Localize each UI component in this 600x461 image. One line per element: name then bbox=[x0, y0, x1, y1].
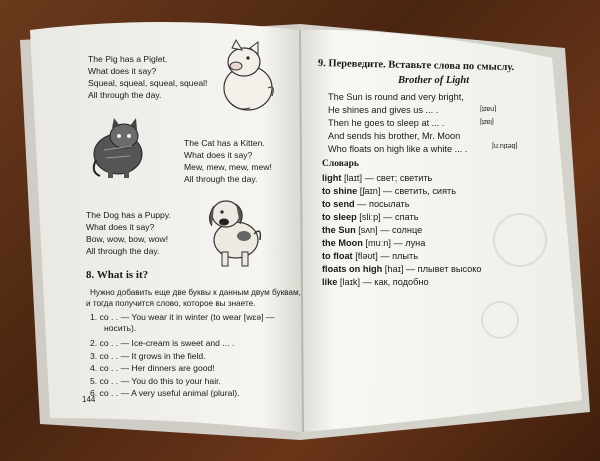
exercise-8-instruction: и тогда получится слово, которое вы знаете. bbox=[86, 299, 256, 308]
exercise-8-instruction: Нужно добавить еще две буквы к данным двум буквам, bbox=[90, 288, 301, 297]
exercise-8-item: 3. co . . — It grows in the field. bbox=[90, 351, 206, 361]
exercise-9-title: 9. Переведите. Вставьте слова по смыслу. bbox=[317, 58, 515, 74]
poem-line: He shines and gives us ... . bbox=[328, 105, 439, 115]
cat-poem-line: All through the day. bbox=[184, 174, 258, 184]
vocab-translation: [haɪ] — плывет высоко bbox=[384, 264, 482, 274]
dog-poem-line: What does it say? bbox=[86, 222, 155, 232]
dog-poem-line: The Dog has a Puppy. bbox=[86, 210, 171, 220]
hint-word: [naɪt] bbox=[480, 105, 497, 112]
pig-poem-line: Squeal, squeal, squeal, squeal! bbox=[88, 78, 208, 88]
exercise-8-item: 4. co . . — Her dinners are good! bbox=[90, 363, 215, 373]
vocab-word: the Sun bbox=[322, 225, 356, 235]
exercise-8-title: 8. What is it? bbox=[86, 269, 149, 281]
pig-poem-line: All through the day. bbox=[88, 90, 162, 100]
exercise-8-item: 1. co . . — You wear it in winter (to wear [wɛə] — bbox=[90, 312, 275, 322]
cat-poem-line: The Cat has a Kitten. bbox=[184, 138, 265, 148]
vocab-entry bbox=[322, 239, 425, 248]
vocab-entry bbox=[322, 174, 432, 183]
vocab-entry bbox=[322, 278, 429, 287]
pig-poem-line: The Pig has a Piglet. bbox=[88, 54, 168, 64]
vocab-entry bbox=[322, 226, 422, 235]
vocab-entry bbox=[322, 187, 456, 196]
vocab-translation: [muːn] — луна bbox=[365, 238, 426, 248]
poem-line: And sends his brother, Mr. Moon bbox=[328, 131, 461, 141]
vocabulary-title: Словарь bbox=[322, 159, 359, 169]
vocab-word: to float bbox=[322, 251, 353, 261]
vocab-translation: [laɪt] — свет; светить bbox=[343, 173, 433, 183]
exercise-8-item: носить). bbox=[104, 323, 137, 333]
exercise-8-item: 5. co . . — You do this to your hair. bbox=[90, 376, 221, 386]
poem-line: The Sun is round and very bright, bbox=[328, 92, 464, 102]
vocab-word: like bbox=[322, 277, 338, 287]
vocab-translation: [sʌn] — солнце bbox=[358, 225, 423, 235]
poem-line: Then he goes to sleep at ... . bbox=[328, 118, 445, 128]
dog-poem-line: Bow, wow, bow, wow! bbox=[86, 234, 169, 244]
hint-word: [laɪt] bbox=[480, 118, 494, 125]
vocab-word: to sleep bbox=[322, 212, 357, 222]
vocab-word: the Moon bbox=[322, 238, 363, 248]
exercise-8-item: 2. co . . — Ice-cream is sweet and ... . bbox=[90, 338, 235, 348]
pig-poem-line: What does it say? bbox=[88, 66, 157, 76]
vocab-word: floats on high bbox=[322, 264, 383, 274]
vocab-translation: [ʃaɪn] — светить, сиять bbox=[359, 186, 457, 196]
cat-poem-line: What does it say? bbox=[184, 150, 253, 160]
vocab-translation: [fləʊt] — плыть bbox=[355, 251, 418, 261]
dog-poem-line: All through the day. bbox=[86, 246, 160, 256]
vocab-translation: — посылать bbox=[357, 199, 410, 209]
vocab-entry bbox=[322, 252, 418, 261]
page-number: 144 bbox=[82, 395, 96, 404]
poem-title: Brother of Light bbox=[398, 75, 470, 86]
vocab-word: to send bbox=[322, 199, 355, 209]
hint-word: [beɪluːn] bbox=[492, 142, 518, 149]
vocab-translation: [sliːp] — спать bbox=[359, 212, 419, 222]
vocab-translation: [laɪk] — как, подобно bbox=[339, 277, 429, 287]
vocab-word: light bbox=[322, 173, 342, 183]
poem-line: Who floats on high like a white ... . bbox=[328, 144, 468, 154]
exercise-8-item: 6. co . . — A very useful animal (plural). bbox=[90, 388, 240, 398]
vocab-entry bbox=[322, 200, 410, 209]
vocab-word: to shine bbox=[322, 186, 358, 196]
vocab-entry bbox=[322, 265, 482, 274]
cat-poem-line: Mew, mew, mew, mew! bbox=[184, 162, 272, 172]
vocab-entry bbox=[322, 213, 419, 222]
